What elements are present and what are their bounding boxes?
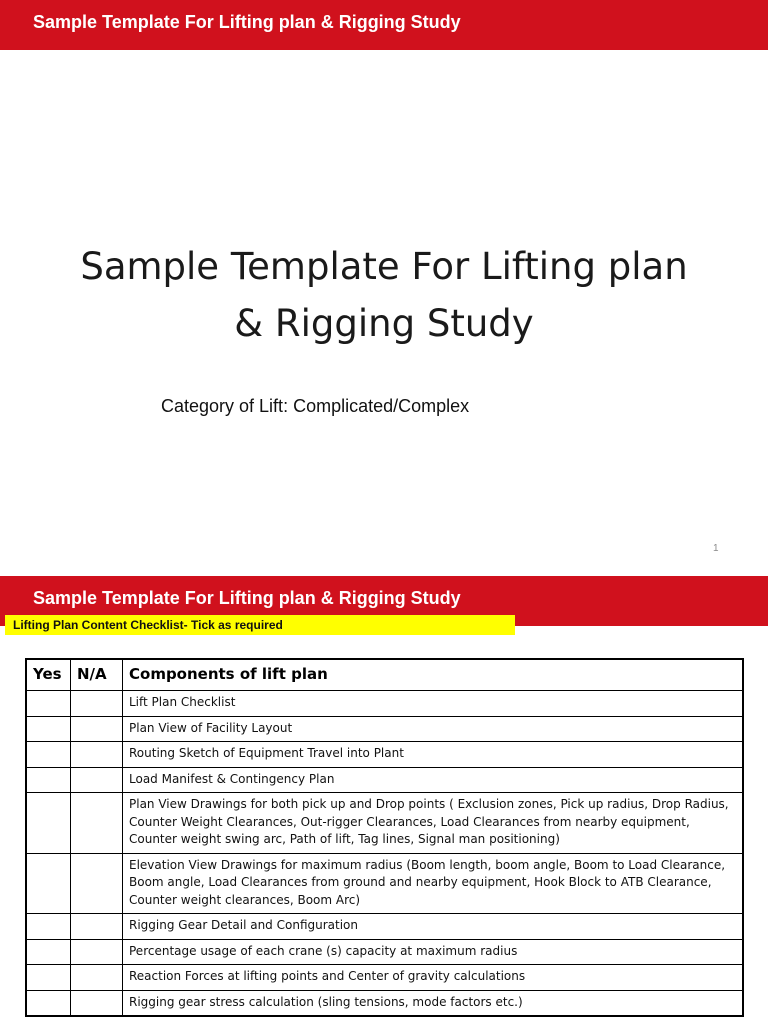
component-cell bbox=[123, 914, 744, 940]
na-checkbox-cell[interactable] bbox=[71, 914, 123, 940]
column-header-na: N/A bbox=[71, 659, 123, 691]
slide-2 bbox=[0, 576, 768, 1024]
table-row bbox=[26, 853, 743, 914]
checklist-label-highlight bbox=[5, 615, 515, 635]
component-cell bbox=[123, 939, 744, 965]
yes-checkbox-cell[interactable] bbox=[26, 742, 71, 768]
component-text-line: Rigging gear stress calculation (sling tensions, mode factors etc.) bbox=[129, 994, 523, 1009]
na-checkbox-cell[interactable] bbox=[71, 767, 123, 793]
component-text-line: Boom angle, Load Clearances from ground and nearby equipment, Hook Block to ATB Clearance, bbox=[129, 875, 712, 889]
table-header-row bbox=[26, 659, 743, 691]
yes-checkbox-cell[interactable] bbox=[26, 853, 71, 914]
yes-checkbox-cell[interactable] bbox=[26, 716, 71, 742]
na-checkbox-cell[interactable] bbox=[71, 742, 123, 768]
column-header-components: Components of lift plan bbox=[123, 659, 744, 691]
checklist-label: Lifting Plan Content Checklist- Tick as required bbox=[13, 618, 283, 632]
component-text-line: Plan View of Facility Layout bbox=[129, 720, 293, 735]
component-text-line: Percentage usage of each crane (s) capacity at maximum radius bbox=[129, 943, 518, 958]
lift-category: Category of Lift: Complicated/Complex bbox=[161, 396, 470, 416]
page-number: 1 bbox=[713, 543, 719, 554]
na-checkbox-cell[interactable] bbox=[71, 691, 123, 717]
component-text-line: Reaction Forces at lifting points and Center of gravity calculations bbox=[129, 969, 526, 983]
column-header-yes: Yes bbox=[26, 659, 71, 691]
lift-plan-checklist-table bbox=[25, 658, 744, 1017]
component-cell bbox=[123, 767, 744, 793]
na-checkbox-cell[interactable] bbox=[71, 990, 123, 1016]
table-row bbox=[26, 767, 743, 793]
yes-checkbox-cell[interactable] bbox=[26, 793, 71, 854]
slide-1-header-title: Sample Template For Lifting plan & Rigging Study bbox=[33, 12, 461, 32]
na-checkbox-cell[interactable] bbox=[71, 965, 123, 991]
component-text-line: Lift Plan Checklist bbox=[129, 695, 236, 709]
component-text-line: Elevation View Drawings for maximum radius (Boom length, boom angle, Boom to Load Clearance, bbox=[129, 857, 726, 872]
table-row bbox=[26, 716, 743, 742]
na-checkbox-cell[interactable] bbox=[71, 793, 123, 854]
table-row bbox=[26, 965, 743, 991]
slide-2-header-title: Sample Template For Lifting plan & Rigging Study bbox=[33, 588, 461, 608]
slide-1-main-title bbox=[34, 238, 734, 352]
yes-checkbox-cell[interactable] bbox=[26, 939, 71, 965]
yes-checkbox-cell[interactable] bbox=[26, 691, 71, 717]
table-row bbox=[26, 939, 743, 965]
main-title-line-2: & Rigging Study bbox=[234, 302, 534, 345]
component-text-line: Counter weight clearances, Boom Arc) bbox=[129, 892, 361, 907]
yes-checkbox-cell[interactable] bbox=[26, 767, 71, 793]
component-text-line: Counter Weight Clearances, Out-rigger Clearances, Load Clearances from nearby equipment, bbox=[129, 814, 690, 829]
component-text-line: Plan View Drawings for both pick up and Drop points ( Exclusion zones, Pick up radius, Drop Radius, bbox=[129, 797, 729, 811]
table-row bbox=[26, 691, 743, 717]
na-checkbox-cell[interactable] bbox=[71, 939, 123, 965]
na-checkbox-cell[interactable] bbox=[71, 853, 123, 914]
table-row bbox=[26, 742, 743, 768]
component-text-line: Counter weight swing arc, Path of lift, Tag lines, Signal man positioning) bbox=[129, 832, 560, 846]
component-cell bbox=[123, 853, 744, 914]
component-cell bbox=[123, 716, 744, 742]
yes-checkbox-cell[interactable] bbox=[26, 965, 71, 991]
main-title-line-1: Sample Template For Lifting plan bbox=[80, 245, 688, 288]
table-row bbox=[26, 914, 743, 940]
component-cell bbox=[123, 691, 744, 717]
component-cell bbox=[123, 990, 744, 1016]
component-cell bbox=[123, 742, 744, 768]
na-checkbox-cell[interactable] bbox=[71, 716, 123, 742]
component-cell bbox=[123, 965, 744, 991]
component-text-line: Routing Sketch of Equipment Travel into Plant bbox=[129, 746, 404, 760]
table-row bbox=[26, 793, 743, 854]
component-cell bbox=[123, 793, 744, 854]
component-text-line: Load Manifest & Contingency Plan bbox=[129, 771, 335, 786]
yes-checkbox-cell[interactable] bbox=[26, 990, 71, 1016]
yes-checkbox-cell[interactable] bbox=[26, 914, 71, 940]
slide-separator bbox=[0, 566, 768, 576]
table-row bbox=[26, 990, 743, 1016]
slide-1-header-bar bbox=[0, 0, 768, 50]
component-text-line: Rigging Gear Detail and Configuration bbox=[129, 918, 358, 932]
